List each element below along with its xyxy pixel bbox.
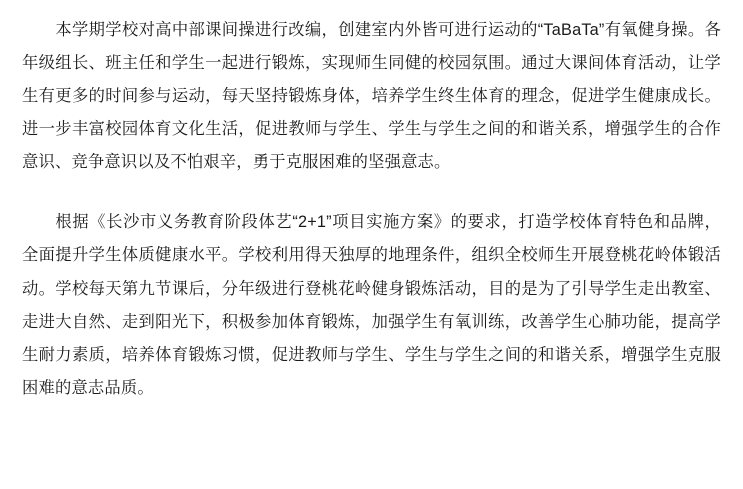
- paragraph-2: 根据《长沙市义务教育阶段体艺“2+1”项目实施方案》的要求，打造学校体育特色和品牌，全面提升学生体质健康水平。学校利用得天独厚的地理条件，组织全校师生开展登桃花岭体锻活动。学校每天第九节课后，分年级进行登桃花岭健身锻炼活动，目的是为了引导学生走出教室、走进大自然、走到阳光下，积极参加体育锻炼，加强学生有氧训练，改善学生心肺功能，提高学生耐力素质，培养体育锻炼习惯，促进教师与学生、学生与学生之间的和谐关系，增强学生克服困难的意志品质。: [22, 213, 721, 397]
- paragraph-1: 本学期学校对高中部课间操进行改编，创建室内外皆可进行运动的“TaBaTa”有氧健身操。各年级组长、班主任和学生一起进行锻炼，实现师生同健的校园氛围。通过大课间体育活动，让学生有更多的时间参与运动，每天坚持锻炼身体，培养学生终生体育的理念，促进学生健康成长。进一步丰富校园体育文化生活，促进教师与学生、学生与学生之间的和谐关系，增强学生的合作意识、竞争意识以及不怕艰辛，勇于克服困难的坚强意志。: [22, 21, 721, 172]
- document-body: [22, 14, 721, 405]
